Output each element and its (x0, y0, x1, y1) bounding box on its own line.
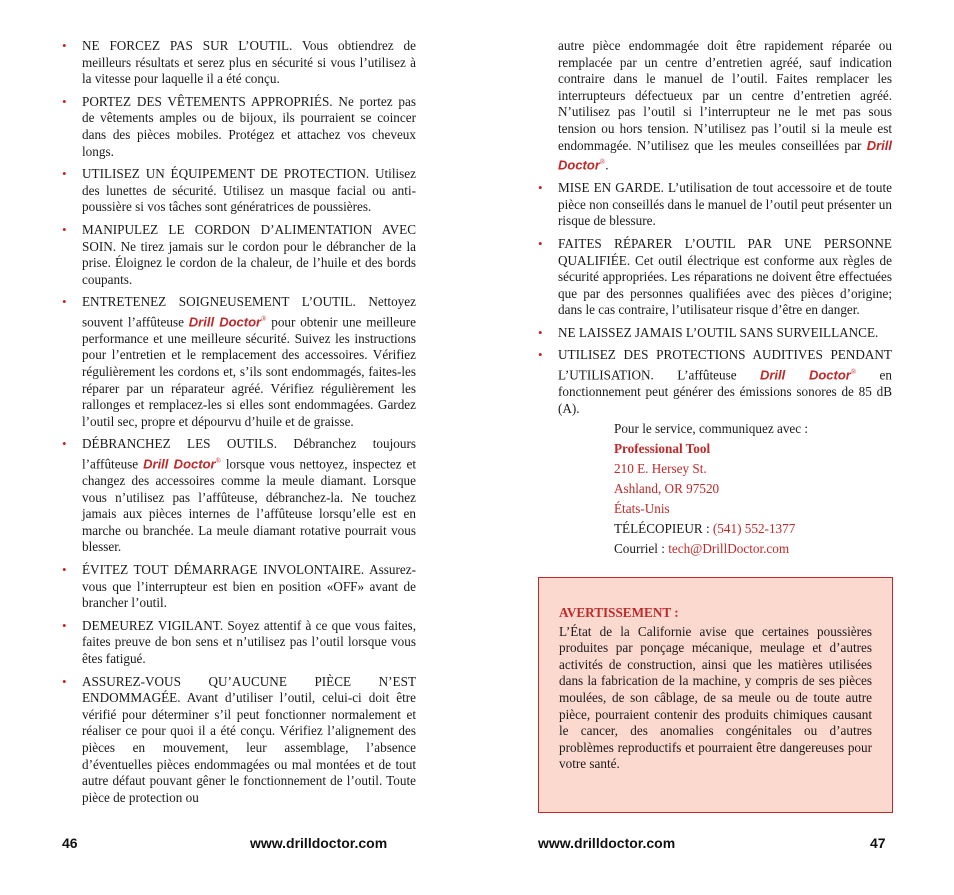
brand-name: Drill Doctor (188, 314, 262, 330)
safety-list-left (62, 38, 416, 806)
brand-name: Drill Doctor (759, 367, 851, 383)
bullet-icon: • (538, 180, 543, 196)
bullet-icon: • (62, 673, 67, 689)
bullet-icon: • (62, 93, 67, 109)
company-name: Professional Tool (614, 441, 711, 457)
warning-title: AVERTISSEMENT : (559, 605, 679, 620)
bullet-icon: • (538, 347, 543, 363)
warning-body: L’État de la Californie avise que certaines poussières produites par ponçage mécanique, meulage et d’autres activités de construction, ainsi que les matières utilisées dans la fabrication de la machine, y compris de ses pièces moulées, de son câblage, de sa meule ou de toute autre pièce, pourraient contenir des produits chimiques causant le cancer, des anomalies congénitales ou d’autres problèmes reproductifs et pourraient être dangereuses pour votre santé. (559, 623, 872, 772)
city-state-zip: Ashland, OR 97520 (614, 481, 720, 497)
safety-list-right (538, 180, 892, 417)
right-column (538, 38, 892, 559)
right-page-number: 47 (870, 835, 886, 851)
registered-mark: ® (215, 457, 221, 466)
email-link[interactable]: tech@DrillDoctor.com (668, 541, 790, 557)
right-footer-url[interactable]: www.drilldoctor.com (538, 835, 676, 851)
service-contact (538, 419, 892, 559)
bullet-icon: • (62, 436, 67, 452)
registered-mark: ® (261, 314, 267, 323)
left-page-number: 46 (62, 835, 78, 851)
registered-mark: ® (599, 158, 606, 167)
bullet-icon: • (538, 324, 543, 340)
country: États-Unis (614, 501, 670, 517)
continued-paragraph: autre pièce endommagée doit être rapidement réparée ou remplacée par un centre d’entretien agréé, sauf indication contraire dans le manuel de l’outil. Faites remplacer les interrupteurs défectueux par un centre d’entretien agréé. N’utilisez pas l’outil si l’interrupteur ne le met pas sous tension ou hors tension. N’utilisez pas l’outil si la meule est endommagée. N’utilisez que les meules conseillées par Drill Doctor®. (558, 38, 893, 173)
email-line: Courriel : tech@DrillDoctor.com (614, 541, 790, 557)
list-item: • UTILISEZ DES PROTECTIONS AUDITIVES PENDANT L’UTILISATION. L’affûteuse Drill Doctor® en fonctionnement peut générer des émissions sonores de 85 dB (A). (538, 347, 892, 416)
list-item: • NE LAISSEZ JAMAIS L’OUTIL SANS SURVEILLANCE. (538, 324, 879, 340)
list-item: • ASSUREZ-VOUS QU’AUCUNE PIÈCE N’EST ENDOMMAGÉE. Avant d’utiliser l’outil, celui-ci doit être vérifié pour déterminer s’il peut fonctionner normalement et réaliser ce pour quoi il a été conçu. Vérifiez l’alignement des pièces en mouvement, leur assemblage, l’absence d’éventuelles pièces endommagées ou mal montées et de tout autre défaut pouvant gêner le fonctionnement de l’outil. Toute pièce de protection ou (62, 673, 416, 805)
left-column (62, 38, 416, 812)
list-item: • UTILISEZ UN ÉQUIPEMENT DE PROTECTION. Utilisez des lunettes de sécurité. Utilisez un masque facial ou anti-poussière si vos tâches sont génératrices de poussières. (62, 166, 416, 215)
registered-mark: ® (850, 368, 857, 377)
bullet-icon: • (62, 562, 67, 577)
list-item: • ENTRETENEZ SOIGNEUSEMENT L’OUTIL. Nettoyez souvent l’affûteuse Drill Doctor® pour obtenir une meilleure performance et une meilleure sécurité. Suivez les instructions pour l’entretien et le remplacement des accessoires. Vérifiez régulièrement les cordons et, s’ils sont endommagés, faites-les réparer par un réparateur agréé. Vérifiez régulièrement les rallonges et remplacez-les si elles sont endommagées. Gardez l’outil sec, propre et dépourvu d’huile et de graisse. (62, 294, 417, 429)
list-item: • NE FORCEZ PAS SUR L’OUTIL. Vous obtiendrez de meilleurs résultats et serez plus en sécurité si vous l’utilisez à la vitesse pour laquelle il a été conçu. (62, 38, 416, 87)
bullet-icon: • (538, 235, 543, 251)
brand-name: Drill Doctor (558, 137, 893, 173)
list-item: • MISE EN GARDE. L’utilisation de tout accessoire et de toute pièce non conseillés dans le manuel de l’outil peut présenter un risque de blessure. (538, 180, 892, 229)
list-item: • ÉVITEZ TOUT DÉMARRAGE INVOLONTAIRE. Assurez-vous que l’interrupteur est bien en position «OFF» avant de brancher l’outil. (62, 562, 416, 611)
bullet-icon: • (62, 38, 67, 53)
warning-box (538, 577, 893, 813)
fax-number: (541) 552-1377 (712, 521, 796, 537)
list-item: • FAITES RÉPARER L’OUTIL PAR UNE PERSONNE QUALIFIÉE. Cet outil électrique est conforme aux règles de sécurité appropriées. Les réparations ne doivent être effectuées que par des personnes qualifiées avec des pièces d’origine; dans le cas contraire, l’utilisateur risque d’être en danger. (538, 235, 892, 318)
list-item: • DÉBRANCHEZ LES OUTILS. Débranchez toujours l’affûteuse Drill Doctor® lorsque vous nettoyez, inspectez et changez des accessoires comme la meule diamant. Lorsque vous n’utilisez pas l’affûteuse, débranchez-la. Ne touchez jamais aux pièces internes de l’affûteuse lorsqu’elle est en marche ou branchée. La meule diamant rotative pourrait vous blesser. (62, 436, 417, 555)
list-item: • PORTEZ DES VÊTEMENTS APPROPRIÉS. Ne portez pas de vêtements amples ou de bijoux, ils pourraient se coincer dans des pièces mobiles. Protégez et attachez vos cheveux longs. (62, 93, 416, 159)
service-intro: Pour le service, communiquez avec : (614, 421, 809, 437)
list-item: • DEMEUREZ VIGILANT. Soyez attentif à ce que vous faites, faites preuve de bon sens et n’utilisez pas l’outil lorsque vous êtes fatigué. (62, 617, 416, 666)
brand-name: Drill Doctor (143, 456, 216, 472)
bullet-icon: • (62, 617, 67, 633)
fax-line: TÉLÉCOPIEUR : (541) 552-1377 (614, 521, 796, 537)
bullet-icon: • (62, 294, 67, 310)
left-footer-url[interactable]: www.drilldoctor.com (250, 835, 388, 851)
bullet-icon: • (62, 166, 67, 182)
street-address: 210 E. Hersey St. (614, 461, 707, 477)
list-item: • MANIPULEZ LE CORDON D’ALIMENTATION AVEC SOIN. Ne tirez jamais sur le cordon pour le débrancher de la prise. Éloignez le cordon de la chaleur, de l’huile et des bords coupants. (62, 221, 416, 287)
bullet-icon: • (62, 221, 67, 237)
